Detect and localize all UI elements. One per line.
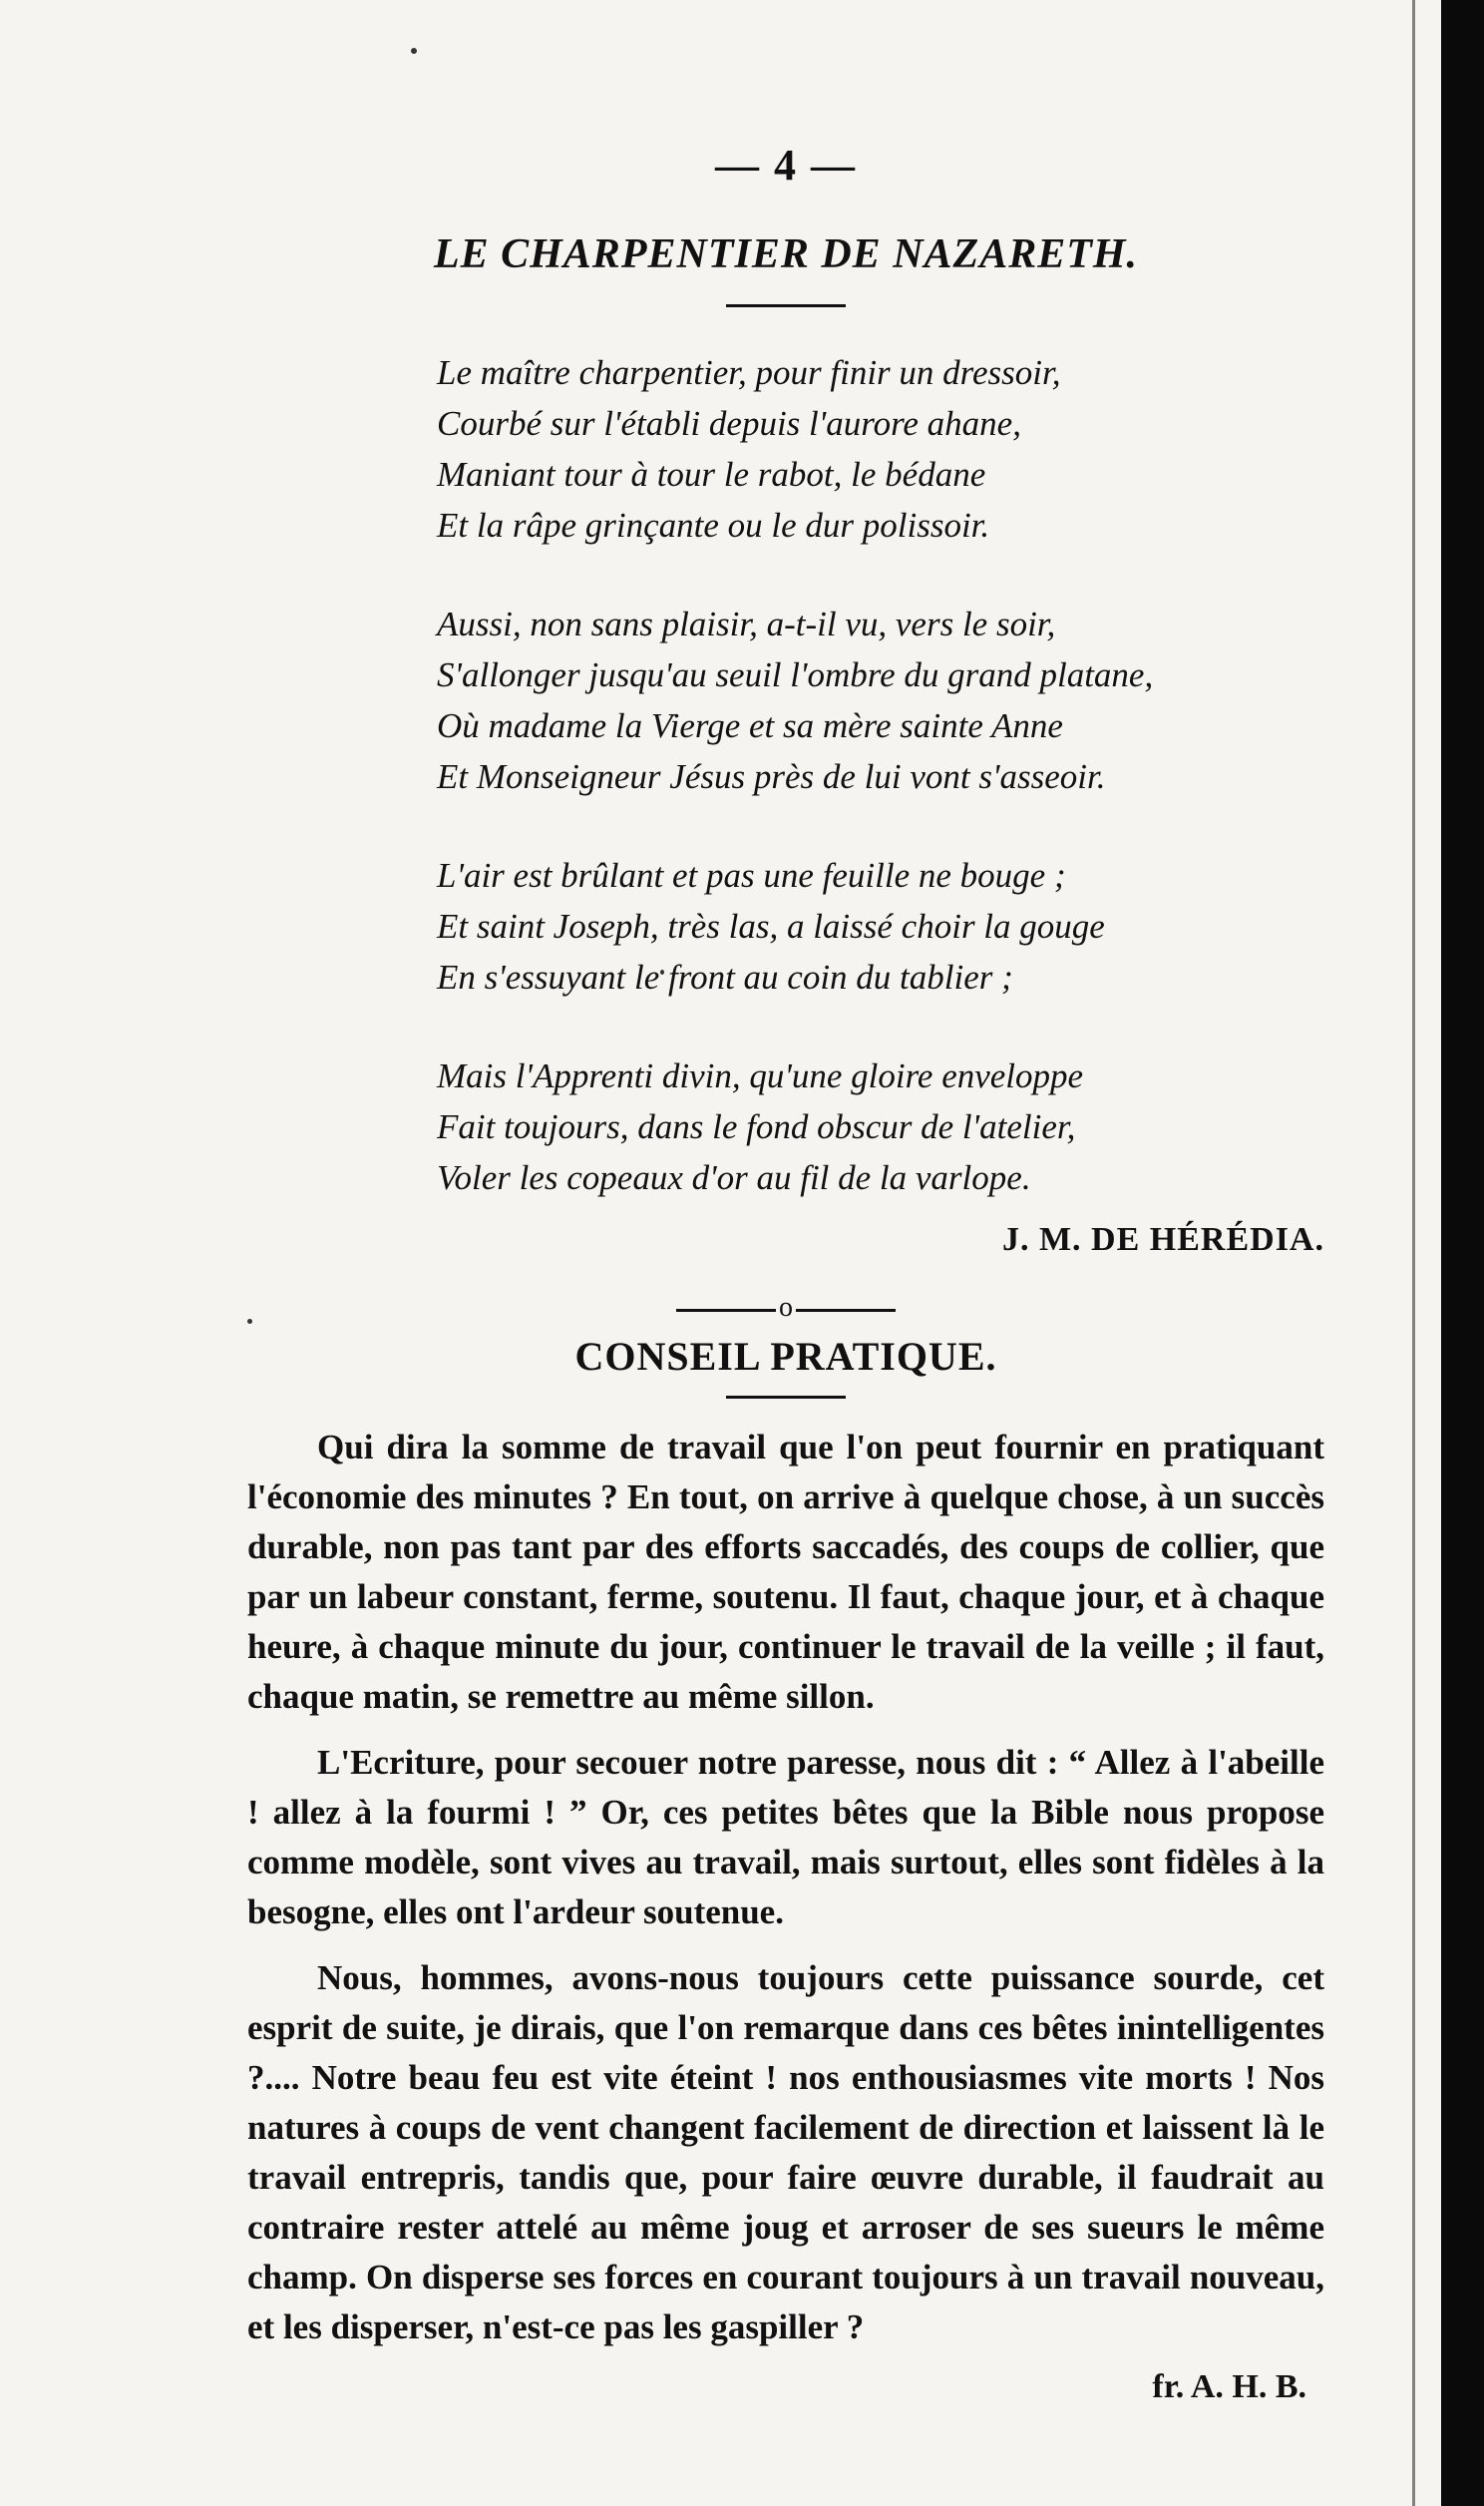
verse: Et saint Joseph, très las, a laissé choir la gouge — [437, 907, 1105, 946]
section-body — [247, 1423, 1324, 2352]
poem — [437, 347, 1235, 1203]
verse: Maniant tour à tour le rabot, le bédane — [437, 455, 986, 494]
stanza-2 — [437, 599, 1235, 802]
verse: Courbé sur l'établi depuis l'aurore ahane, — [437, 404, 1021, 443]
page-number: — 4 — — [715, 141, 857, 190]
paragraph: Qui dira la somme de travail que l'on peut fournir en pratiquant l'économie des minutes ? En tout, on arrive à quelque chose, à un succès durable, non pas tant par des efforts saccadés, des coups de collier, que par un labeur constant, ferme, soutenu. Il faut, chaque jour, et à chaque heure, à chaque minute du jour, continuer le travail de la veille ; il faut, chaque matin, se remettre au même sillon. — [247, 1428, 1324, 1716]
verse: En s'essuyant le front au coin du tablier ; — [437, 958, 1013, 997]
verse: Mais l'Apprenti divin, qu'une gloire enveloppe — [437, 1056, 1084, 1095]
stanza-1 — [437, 347, 1235, 551]
stanza-3 — [437, 850, 1235, 1003]
poem-author: J. M. DE HÉRÉDIA. — [1001, 1221, 1324, 1258]
paragraph: L'Ecriture, pour secouer notre paresse, nous dit : “ Allez à l'abeille ! allez à la fourmi ! ” Or, ces petites bêtes que la Bible nous propose comme modèle, sont vives au travail, mais surtout, elles sont fidèles à la besogne, elles ont l'ardeur soutenue. — [247, 1743, 1324, 1931]
ink-speck — [411, 48, 417, 54]
verse: Et la râpe grinçante ou le dur polissoir. — [437, 506, 990, 545]
stanza-4 — [437, 1050, 1235, 1203]
verse: Fait toujours, dans le fond obscur de l'atelier, — [437, 1107, 1076, 1146]
verse: Et Monseigneur Jésus près de lui vont s'asseoir. — [437, 757, 1106, 796]
page-fold-line — [1412, 0, 1415, 2506]
verse: Où madame la Vierge et sa mère sainte Anne — [437, 706, 1063, 745]
section-title: CONSEIL PRATIQUE. — [574, 1334, 997, 1379]
verse: Le maître charpentier, pour finir un dressoir, — [437, 353, 1061, 392]
paragraph: Nous, hommes, avons-nous toujours cette puissance sourde, cet esprit de suite, je dirais, que l'on remarque dans ces bêtes inintelligentes ?.... Notre beau feu est vite éteint ! nos enthousiasmes vite morts ! Nos natures à coups de vent changent facilement de direction et laissent là le travail entrepris, tandis que, pour faire œuvre durable, il faudrait au contraire rester attelé au même joug et arroser de ses sueurs le même champ. On disperse ses forces en courant toujours à un travail nouveau, et les disperser, n'est-ce pas les gaspiller ? — [247, 1958, 1324, 2346]
section-rule — [726, 1396, 846, 1399]
section-signature: fr. A. H. B. — [1152, 2368, 1306, 2405]
divider-mark: o — [776, 1293, 796, 1323]
scan-edge — [1441, 0, 1484, 2506]
title-rule — [726, 304, 846, 307]
verse: S'allonger jusqu'au seuil l'ombre du grand platane, — [437, 655, 1154, 694]
verse: L'air est brûlant et pas une feuille ne bouge ; — [437, 856, 1066, 895]
verse: Voler les copeaux d'or au fil de la varlope. — [437, 1158, 1031, 1197]
poem-title: LE CHARPENTIER DE NAZARETH. — [433, 231, 1139, 277]
section-divider — [676, 1289, 896, 1329]
page-content — [247, 140, 1324, 2406]
verse: Aussi, non sans plaisir, a-t-il vu, vers le soir, — [437, 605, 1056, 643]
